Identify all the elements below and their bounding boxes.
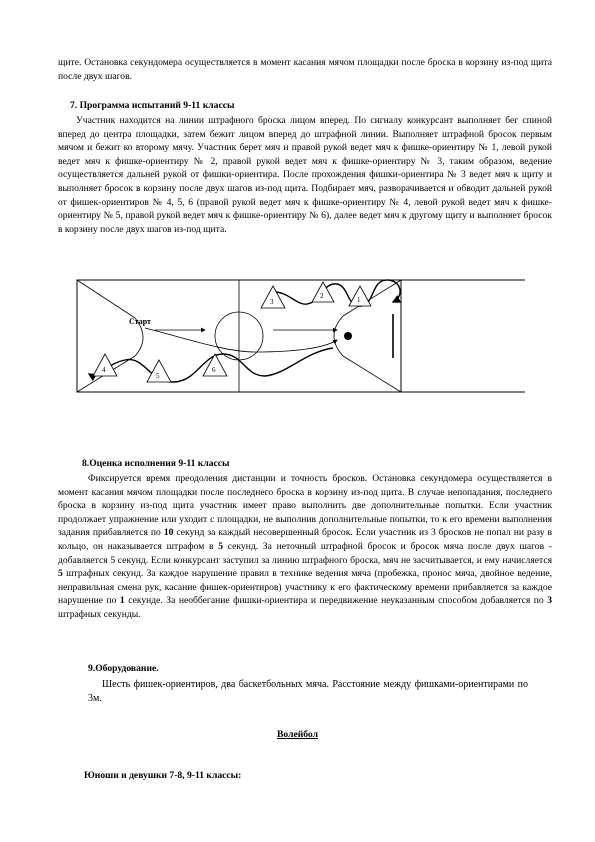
right-key-line-lower	[343, 356, 401, 392]
section9-heading: 9.Оборудование.	[88, 663, 159, 674]
weave-path-top	[271, 280, 400, 306]
svg-text:5: 5	[156, 372, 160, 380]
svg-text:3: 3	[270, 298, 274, 306]
cone-6	[203, 354, 227, 376]
left-key-line-upper	[77, 280, 135, 318]
svg-text:6: 6	[212, 366, 216, 374]
volleyball-subtitle: Юноши и девушки 7-8, 9-11 классы:	[84, 770, 242, 781]
right-basket	[344, 332, 352, 340]
court-diagram	[75, 268, 525, 398]
cone-5	[147, 360, 171, 382]
volleyball-title: Волейбол	[277, 729, 318, 740]
svg-text:4: 4	[102, 366, 106, 374]
section8-heading: 8.Оценка исполнения 9-11 классы	[82, 458, 230, 469]
right-key-line-upper	[343, 280, 401, 316]
start-label: Старт	[129, 317, 151, 326]
cone-1	[349, 286, 371, 306]
intro-continuation: щите. Остановка секундомера осуществляется в момент касания мячом площадки после броска в корзину из-под щита после двух шагов.	[58, 57, 552, 82]
svg-text:2: 2	[320, 292, 324, 300]
cone-3	[261, 286, 285, 308]
right-free-throw-arc	[334, 316, 343, 356]
section7-body: Участник находится на линии штрафного броска лицом вперед. По сигналу конкурсант выполняет бег спиной вперед до центра площадки, затем бежит лицом вперед до штрафной линии. Выполняет штрафной бросок первым мячом и бежит ко второму мячу. Участник берет мяч и правой рукой ведет мяч к фишке-ориентиру № 1, левой рукой ведет мяч к фишке-ориентиру № 2, правой рукой ведет мяч к фишке-ориентиру № 3, таким образом, ведение осуществляется дальней рукой от фишки-ориентира. После прохождения фишки-ориентира № 3 ведет мяч к щиту и выполняет бросок в корзину после двух шагов из-под щита. Подбирает мяч, разворачивается и обводит дальней рукой от фишек-ориентиров № 4, 5, 6 (правой рукой ведет мяч к фишке-ориентиру № 4, левой рукой ведет мяч к фишке-ориентиру № 5, правой рукой ведет мяч к фишке-ориентиру № 6), далее ведет мяч к другому щиту и выполняет бросок в корзину после двух шагов из-под щита.	[58, 115, 552, 235]
section9-body: Шесть фишек-ориентиров, два баскетбольных мяча. Расстояние между фишками-ориентирами по 3м.	[88, 679, 528, 704]
svg-text:1: 1	[357, 296, 361, 304]
section7-heading: 7. Программа испытаний 9-11 классы	[70, 100, 235, 111]
section8-body: Фиксируется время преодоления дистанции и точность бросков. Остановка секундомера осуществляется в момент касания мячом площадки после последнего броска в корзину из-под щита. В случае непопадания, последнего броска в корзину из-под щита участник имеет право выполнить две дополнительные попытки. Если участник продолжает упражнение или уходит с площадки, не выполнив дополнительные попытки, то к его времени выполнения задания прибавляется по 10 секунд за каждый несовершенный бросок. Если участник из 3 бросков не попал ни разу в кольцо, он наказывается штрафом в 5 секунд. За неточный штрафной бросок и бросок мяча после двух шагов - добавляется 5 секунд. Если конкурсант заступил за линию штрафного броска, мяч не засчитывается, и ему начисляется 5 штрафных секунд. За каждое нарушение правил в технике ведения мяча (пробежка, пронос мяча, двойное ведение, неправильная смена рук, касание фишек-ориентиров) участнику к его фактическому времени прибавляется за каждое нарушение по 1 секунде. За необбегание фишки-ориентира и передвижение неуказанным способом добавляется по 3 штрафных секунды.	[58, 473, 553, 620]
dribble-path	[145, 328, 337, 352]
